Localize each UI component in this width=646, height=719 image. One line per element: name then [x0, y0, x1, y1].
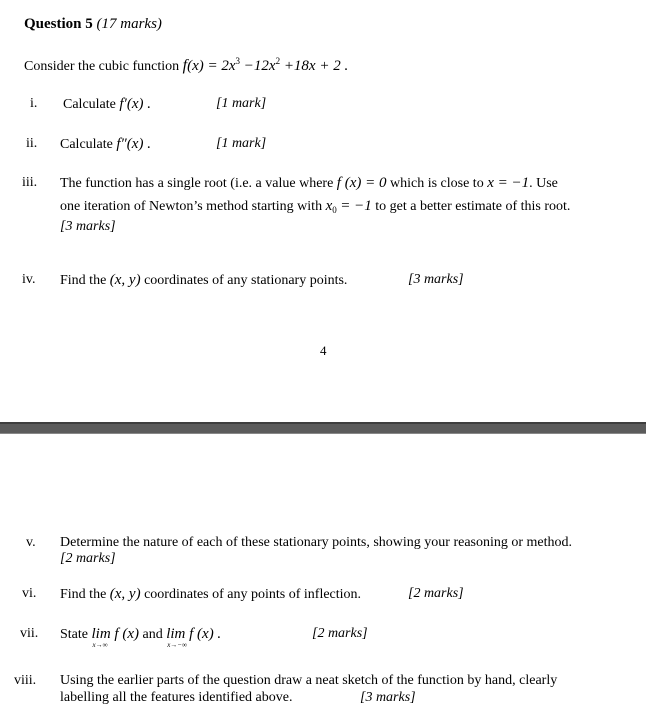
part-iii-line2m: x: [325, 198, 333, 214]
part-iv-text: Find the: [60, 273, 107, 288]
part-i-content: [63, 96, 151, 113]
function-exp2: 2: [275, 56, 281, 66]
part-vii-marks: [2 marks]: [312, 626, 368, 641]
part-viii-line2: labelling all the features identified above.: [60, 690, 293, 705]
part-iii-line1b: which is close to: [389, 176, 484, 191]
question-title: [24, 16, 162, 33]
part-iv-marks: [3 marks]: [408, 272, 464, 287]
function-tail: +18x + 2 .: [280, 58, 349, 74]
part-vii-number: vii.: [20, 626, 39, 641]
part-vii-and: and: [142, 627, 163, 642]
part-i-number: i.: [30, 96, 38, 111]
part-i-math: f′(x) .: [119, 96, 151, 112]
part-viii-line1: Using the earlier parts of the question draw a neat sketch of the function by hand, clearly: [60, 673, 558, 688]
part-vi-text2: coordinates of any points of inflection.: [144, 587, 362, 602]
part-iii-line2sub: 0: [332, 205, 337, 215]
part-ii-content: [60, 136, 151, 153]
part-v-text: Determine the nature of each of these stationary points, showing your reasoning or method.: [60, 535, 573, 550]
function-exp1: 3: [235, 56, 241, 66]
part-ii-math: f″(x) .: [116, 136, 151, 152]
part-viii-marks: [3 marks]: [360, 690, 416, 705]
part-i-marks: [1 mark]: [216, 96, 267, 111]
part-iii-line1c: . Use: [529, 176, 558, 191]
part-iii-line2m2: = −1: [340, 198, 372, 214]
function-f: f: [182, 57, 188, 74]
part-vii-text: State: [60, 627, 88, 642]
limit-negative-expression: lim f (x) .: [166, 626, 222, 642]
part-iii-line2: [60, 198, 570, 215]
part-iii-line2b: to get a better estimate of this root.: [375, 199, 571, 214]
limit-positive-subscript: x→∞: [92, 641, 108, 649]
page-divider: [0, 422, 646, 434]
part-vii-content: [60, 626, 222, 649]
part-i-text: Calculate: [63, 97, 116, 112]
part-iv-text2: coordinates of any stationary points.: [144, 273, 348, 288]
part-iii-line1a: The function has a single root (i.e. a value where: [60, 176, 334, 191]
part-iii-line1m: f (x) = 0: [336, 175, 387, 191]
question-marks: (17 marks): [96, 16, 162, 32]
part-viii-number: viii.: [14, 673, 37, 688]
part-iv-content: [60, 272, 347, 289]
intro-line: [24, 56, 348, 75]
part-iv-number: iv.: [22, 272, 36, 287]
part-iii-line1m2: x = −1: [487, 175, 530, 191]
part-vi-number: vi.: [22, 586, 37, 601]
part-iii-line2a: one iteration of Newton’s method starting with: [60, 199, 323, 214]
part-iii-number: iii.: [22, 175, 38, 190]
part-ii-text: Calculate: [60, 137, 113, 152]
limit-negative-subscript: x→−∞: [167, 641, 188, 649]
part-v-number: v.: [26, 535, 36, 550]
part-ii-marks: [1 mark]: [216, 136, 267, 151]
part-v-marks: [2 marks]: [60, 551, 116, 566]
function-lhs: (x) = 2x: [187, 58, 236, 74]
part-iii-line1: [60, 175, 558, 192]
question-number: Question 5: [24, 16, 93, 32]
part-vi-content: [60, 586, 361, 603]
part-vi-math: (x, y): [109, 586, 141, 602]
part-vi-marks: [2 marks]: [408, 586, 464, 601]
limit-negative-infinity: [166, 626, 222, 649]
part-vi-text: Find the: [60, 587, 107, 602]
intro-text: Consider the cubic function: [24, 59, 180, 74]
function-mid: −12x: [240, 58, 276, 74]
part-ii-number: ii.: [26, 136, 38, 151]
part-iv-math: (x, y): [109, 272, 141, 288]
part-iii-marks: [3 marks]: [60, 219, 116, 234]
limit-positive-expression: lim f (x): [91, 626, 139, 642]
page-number: 4: [320, 343, 327, 358]
limit-positive-infinity: [91, 626, 139, 649]
